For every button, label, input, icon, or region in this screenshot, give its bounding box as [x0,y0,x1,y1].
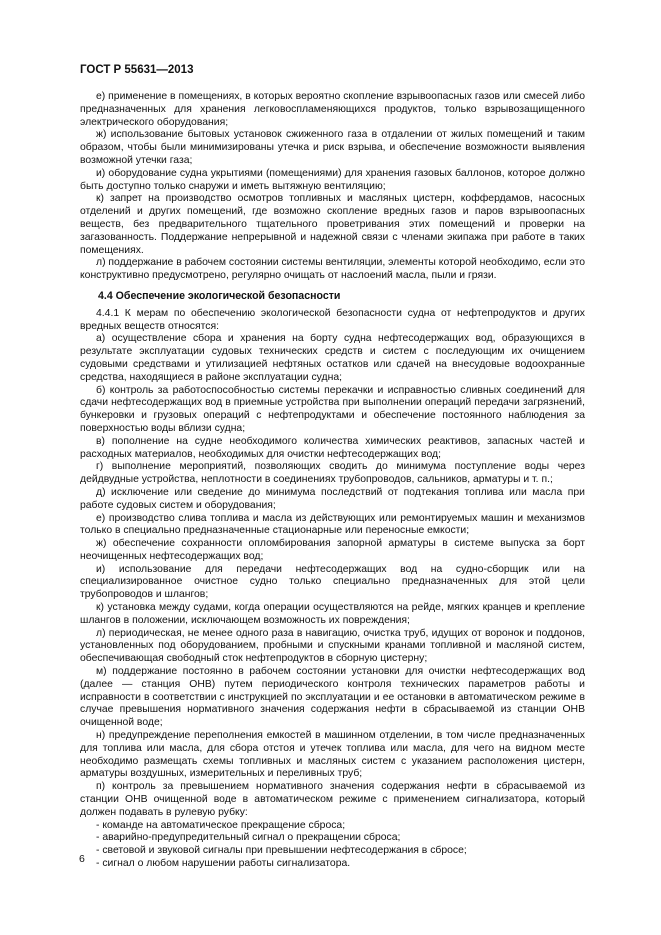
paragraph-k: к) запрет на производство осмотров топливных и масляных цистерн, коффердамов, насосных отделений и других помещений, где возможно скопление вредных газов и паров взрывоопасных веществ, без предварительного тщательного проветривания этих помещений и проверки на загазованность. Поддержание непрерывной и надежной связи с членами экипажа при работе в таких помещениях. [80,193,585,256]
list-item-zh: ж) обеспечение сохранности опломбирования запорной арматуры в системе выпуска за борт неочищенных нефтесодержащих вод; [80,538,585,562]
list-item-v: в) пополнение на судне необходимого количества химических реактивов, запасных частей и расходных материалов, необходимых для очистки нефтесодержащих вод; [80,435,585,460]
bullet-item: - аварийно-предупредительный сигнал о прекращении сброса; [96,832,401,844]
list-item-l: л) периодическая, не менее одного раза в навигацию, очистка труб, идущих от воронок и поддонов, установленных под оборудованием, пробными и спускными кранами топливной и масляной систем, обеспечивающая свободный сток нефтепродуктов в сборную цистерну; [80,627,585,665]
paragraph-i: и) оборудование судна укрытиями (помещениями) для хранения газовых баллонов, которое должно быть доступно только снаружи и иметь вытяжную вентиляцию; [80,167,585,192]
page-number: 6 [79,853,85,865]
list-item-m: м) поддержание постоянно в рабочем состоянии установки для очистки нефтесодержащих вод (далее — станция ОНВ) путем периодического контроля технических параметров работы и исправности в соответствии с инструкцией по эксплуатации и ее остановки в автоматическом режиме в случае превышения нормативного значения содержания нефти в сбрасываемой из станции ОНВ очищенной воде; [80,666,585,729]
list-item-a: а) осуществление сбора и хранения на борту судна нефтесодержащих вод, образующихся в результате эксплуатации судовых технических средств и систем с последующим их очищением судовыми средствами и утилизацией нефтяных остатков или сдачей на внесудовые водоохранные средства, находящиеся в районе эксплуатации судна; [80,333,585,383]
list-item-g: г) выполнение мероприятий, позволяющих сводить до минимума поступление воды через дейдвудные устройства, неплотности в соединениях трубопроводов, сальников, арматуры и т. п.; [80,461,585,486]
list-item-e: е) производство слива топлива и масла из действующих или ремонтируемых машин и механизмов только в специально предназначенные стационарные или переносные емкости; [80,512,585,537]
bullet-item: - команде на автоматическое прекращение сброса; [96,819,346,831]
list-item-i: и) использование для передачи нефтесодержащих вод на судно-сборщик или на специализированное очистное судно только специально предназначенных для этой цели трубопроводов и шлангов; [80,563,585,601]
section-title: 4.4 Обеспечение экологической безопасности [98,289,341,302]
paragraph-e: е) применение в помещениях, в которых вероятно скопление взрывоопасных газов или смесей либо предназначенных для хранения легковоспламеняющихся продуктов, только взрывозащищенного электрического оборудования; [80,91,585,128]
bullet-item: - сигнал о любом нарушении работы сигнализатора. [96,858,351,870]
bullet-item: - световой и звуковой сигналы при превышении нефтесодержания в сбросе; [96,845,467,857]
paragraph-zh: ж) использование бытовых установок сжиженного газа в отдалении от жилых помещений и таким образом, чтобы были минимизированы утечка и риск взрыва, и обеспечение возможности выявления возможной утечки газа; [80,129,585,166]
list-item-b: б) контроль за работоспособностью системы перекачки и исправностью сливных соединений для сдачи нефтесодержащих вод в приемные устройства при выполнении операций передачи загрязнений, бункеровки и грузовых операций с нефтепродуктами и обеспечение постоянного наблюдения за поверхностью воды вблизи судна; [80,384,585,434]
paragraph-4-4-1: 4.4.1 К мерам по обеспечению экологической безопасности судна от нефтепродуктов и других вредных веществ относятся: [80,307,585,332]
page-body [80,91,585,871]
document-header: ГОСТ Р 55631—2013 [80,64,194,76]
paragraph-l: л) поддержание в рабочем состоянии системы вентиляции, элементы которой необходимо, если это конструктивно предусмотрено, регулярно очищать от наслоений масла, пыли и грязи. [80,257,585,282]
list-item-p: п) контроль за превышением нормативного значения содержания нефти в сбрасываемой из станции ОНВ очищенной воде в автоматическом режиме с применением сигнализатора, который должен подавать в рулевую рубку: [80,781,585,818]
list-item-d: д) исключение или сведение до минимума последствий от подтекания топлива или масла при работе судовых систем и оборудования; [80,486,585,511]
list-item-n: н) предупреждение переполнения емкостей в машинном отделении, в том числе предназначенных для топлива или масла, для сбора отстоя и утечек топлива или масла, для чего на видном месте необходимо размещать схемы топливных и масляных систем с указанием расположения цистерн, арматуры воздушных, измерительных и переливных труб; [80,730,585,780]
list-item-k: к) установка между судами, когда операции осуществляются на рейде, мягких кранцев и крепление шлангов в положении, исключающем возможность их повреждения; [80,602,585,626]
